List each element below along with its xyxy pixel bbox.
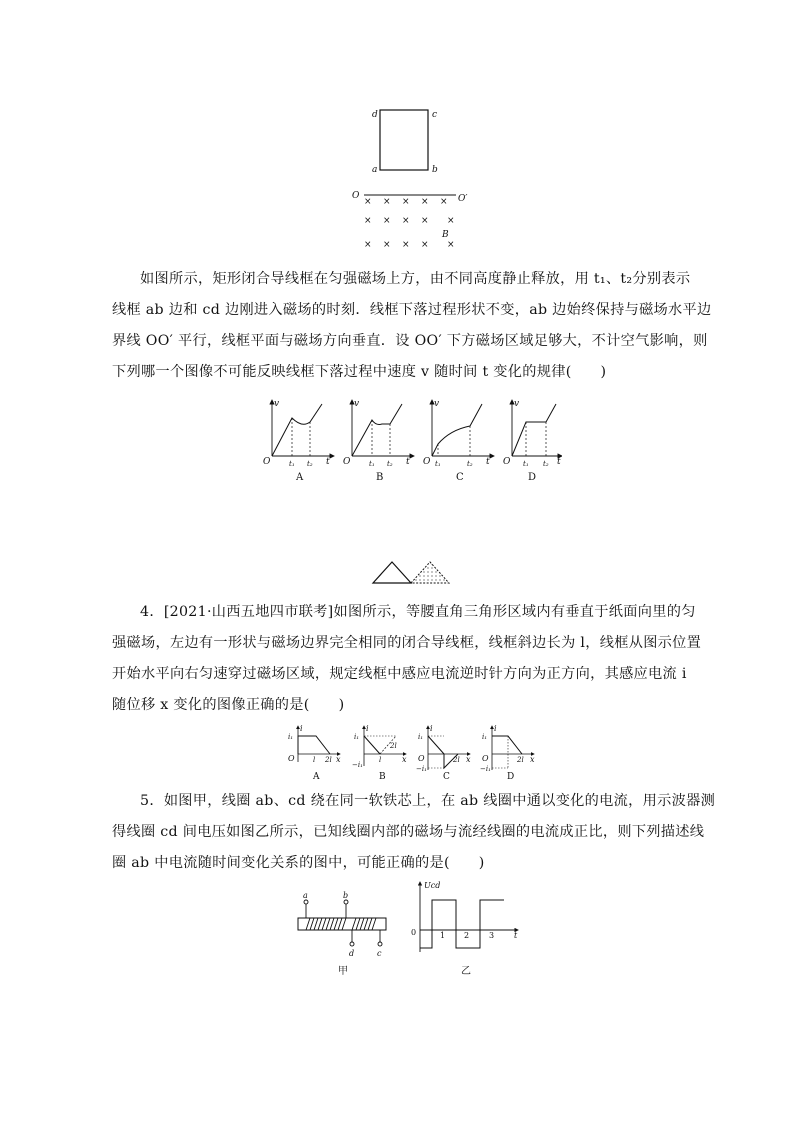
- cross: ×: [383, 240, 391, 250]
- tick-2l: 2l: [453, 756, 460, 764]
- tick-i1: i₁: [482, 733, 488, 741]
- cross: ×: [440, 197, 448, 207]
- ix-graphs: [286, 724, 546, 782]
- tick-t2: t₂: [387, 460, 393, 468]
- tick-neg-i1: −i₁: [352, 761, 363, 769]
- figure-frame-above-field: [350, 100, 480, 250]
- tick-2l: 2l: [517, 756, 524, 764]
- tick-i1: i₁: [354, 733, 360, 741]
- tick-0: 0: [411, 928, 417, 937]
- tick-t1: t₁: [369, 460, 375, 468]
- graph-option-D: [503, 399, 562, 483]
- tick-2l: 2l: [390, 742, 397, 750]
- cross: ×: [364, 240, 372, 250]
- axis-t: t: [486, 457, 490, 467]
- figure-yi-square-wave: [406, 878, 526, 978]
- tick-2l: 2l: [325, 756, 332, 764]
- cross: ×: [421, 216, 429, 226]
- cross: ×: [364, 216, 372, 226]
- graph-option-C: [423, 399, 494, 483]
- coil-diagram: [292, 890, 392, 980]
- axis-v: v: [354, 399, 360, 409]
- ucd-graph: [406, 878, 526, 978]
- corner-label-b: b: [432, 165, 438, 175]
- tick-t1: t₁: [523, 460, 529, 468]
- cross: ×: [447, 216, 455, 226]
- origin: O: [482, 754, 489, 763]
- triangle-frame-and-field: [370, 558, 454, 586]
- figure-label-jia: 甲: [338, 966, 348, 977]
- tick-2: 2: [464, 931, 470, 940]
- option-label-A: A: [296, 472, 304, 483]
- triangle-field-region: [411, 562, 449, 583]
- origin: O: [288, 754, 295, 763]
- axis-t: t: [514, 931, 518, 940]
- cross: ×: [402, 216, 410, 226]
- axis-i: i: [366, 724, 369, 733]
- corner-label-a: a: [372, 165, 378, 175]
- tick-i1: i₁: [418, 733, 424, 741]
- tick-l: l: [313, 756, 316, 764]
- cross: ×: [421, 240, 429, 250]
- q4-line-4: 随位移 x 变化的图像正确的是( ): [112, 697, 345, 713]
- triangles-diagram: [370, 558, 454, 586]
- origin: O: [263, 457, 271, 467]
- cross: ×: [402, 240, 410, 250]
- origin: O: [423, 457, 431, 467]
- tick-1: 1: [440, 931, 446, 940]
- graph-option-B: [343, 399, 414, 483]
- q3-line-1: 如图所示，矩形闭合导线框在匀强磁场上方，由不同高度静止释放，用 t₁、t₂分别表示: [140, 271, 691, 287]
- axis-v: v: [514, 399, 520, 409]
- axis-v: v: [434, 399, 440, 409]
- option-label-C: C: [443, 772, 450, 782]
- axis-x: x: [402, 755, 407, 764]
- tick-3: 3: [489, 931, 495, 940]
- q3-line-3: 界线 OO′ 平行，线框平面与磁场方向垂直．设 OO′ 下方磁场区域足够大，不计空气影响，则: [112, 333, 708, 349]
- graph-option-A: [263, 399, 334, 483]
- terminal-c: c: [377, 949, 382, 958]
- axis-i: i: [494, 724, 497, 733]
- q5-line-3: 圈 ab 中电流随时间变化关系的图中，可能正确的是( ): [112, 855, 485, 871]
- terminal-d: d: [349, 949, 355, 958]
- tick-neg-i1: −i₁: [480, 765, 491, 773]
- q5-line-1: 5．如图甲，线圈 ab、cd 绕在同一软铁芯上，在 ab 线圈中通以变化的电流，用示波器测: [140, 793, 716, 809]
- axis-v: v: [274, 399, 280, 409]
- terminal-a: a: [303, 891, 308, 900]
- question-4-text: [112, 597, 702, 721]
- origin: O: [343, 457, 351, 467]
- boundary-label-O-prime: O′: [458, 194, 468, 204]
- option-label-D: D: [528, 472, 537, 483]
- q4-line-1: 4．[2021·山西五地四市联考]如图所示，等腰直角三角形区域内有垂直于纸面向里的匀: [140, 604, 696, 620]
- option-label-A: A: [313, 772, 320, 782]
- tick-t2: t₂: [543, 460, 549, 468]
- tick-neg-i1: −i₁: [416, 765, 427, 773]
- axis-t: t: [557, 457, 561, 467]
- tick-l: l: [379, 756, 382, 764]
- axis-x: x: [336, 755, 341, 764]
- q4-options-graphs: [286, 724, 546, 782]
- graph-option-B: [352, 724, 407, 782]
- tick-i1: i₁: [288, 733, 294, 741]
- option-label-D: D: [507, 772, 515, 782]
- axis-i: i: [430, 724, 433, 733]
- option-label-B: B: [379, 772, 386, 782]
- cross: ×: [364, 197, 372, 207]
- figure-jia-coils: [292, 890, 392, 980]
- corner-label-d: d: [372, 110, 378, 120]
- origin: O: [503, 457, 511, 467]
- graph-option-C: [416, 724, 471, 782]
- tick-t2: t₂: [307, 460, 313, 468]
- vt-graphs: [262, 396, 562, 486]
- q4-line-2: 强磁场，左边有一形状与磁场边界完全相同的闭合导线框，线框斜边长为 l，线框从图示位置: [112, 635, 702, 651]
- cross: ×: [383, 197, 391, 207]
- q3-line-2: 线框 ab 边和 cd 边刚进入磁场的时刻．线框下落过程形状不变，ab 边始终保持与磁场水平边: [112, 302, 712, 318]
- question-5-text: [112, 786, 716, 879]
- axis-i: i: [300, 724, 303, 733]
- figure-label-yi: 乙: [461, 966, 471, 977]
- question-3-text: [112, 264, 712, 388]
- tick-t2: t₂: [467, 460, 473, 468]
- tick-t1: t₁: [435, 460, 441, 468]
- corner-label-c: c: [432, 110, 438, 120]
- terminal-b: b: [343, 891, 349, 900]
- tick-t1: t₁: [289, 460, 295, 468]
- cross: ×: [447, 240, 455, 250]
- boundary-label-O: O: [352, 191, 360, 201]
- cross: ×: [421, 197, 429, 207]
- field-crosses: [364, 197, 455, 250]
- graph-option-D: [480, 724, 535, 782]
- square-frame: [380, 110, 428, 170]
- q3-line-4: 下列哪一个图像不可能反映线框下落过程中速度 v 随时间 t 变化的规律( ): [112, 364, 607, 380]
- triangle-frame: [373, 562, 411, 583]
- cross: ×: [402, 197, 410, 207]
- axis-Ucd: Ucd: [424, 881, 441, 890]
- origin: O: [418, 754, 425, 763]
- axis-x: x: [466, 755, 471, 764]
- cross: ×: [383, 216, 391, 226]
- axis-x: x: [530, 755, 535, 764]
- axis-t: t: [406, 457, 410, 467]
- q4-line-3: 开始水平向右匀速穿过磁场区域，规定线框中感应电流逆时针方向为正方向，其感应电流 i: [112, 666, 687, 682]
- axis-t: t: [326, 457, 330, 467]
- graph-option-A: [288, 724, 341, 782]
- option-label-C: C: [456, 472, 464, 483]
- option-label-B: B: [376, 472, 384, 483]
- q3-options-graphs: [262, 396, 562, 486]
- q5-line-2: 得线圈 cd 间电压如图乙所示，已知线圈内部的磁场与流经线圈的电流成正比，则下列描述线: [112, 824, 705, 840]
- field-label-B: B: [442, 230, 449, 240]
- frame-field-diagram: [350, 100, 480, 250]
